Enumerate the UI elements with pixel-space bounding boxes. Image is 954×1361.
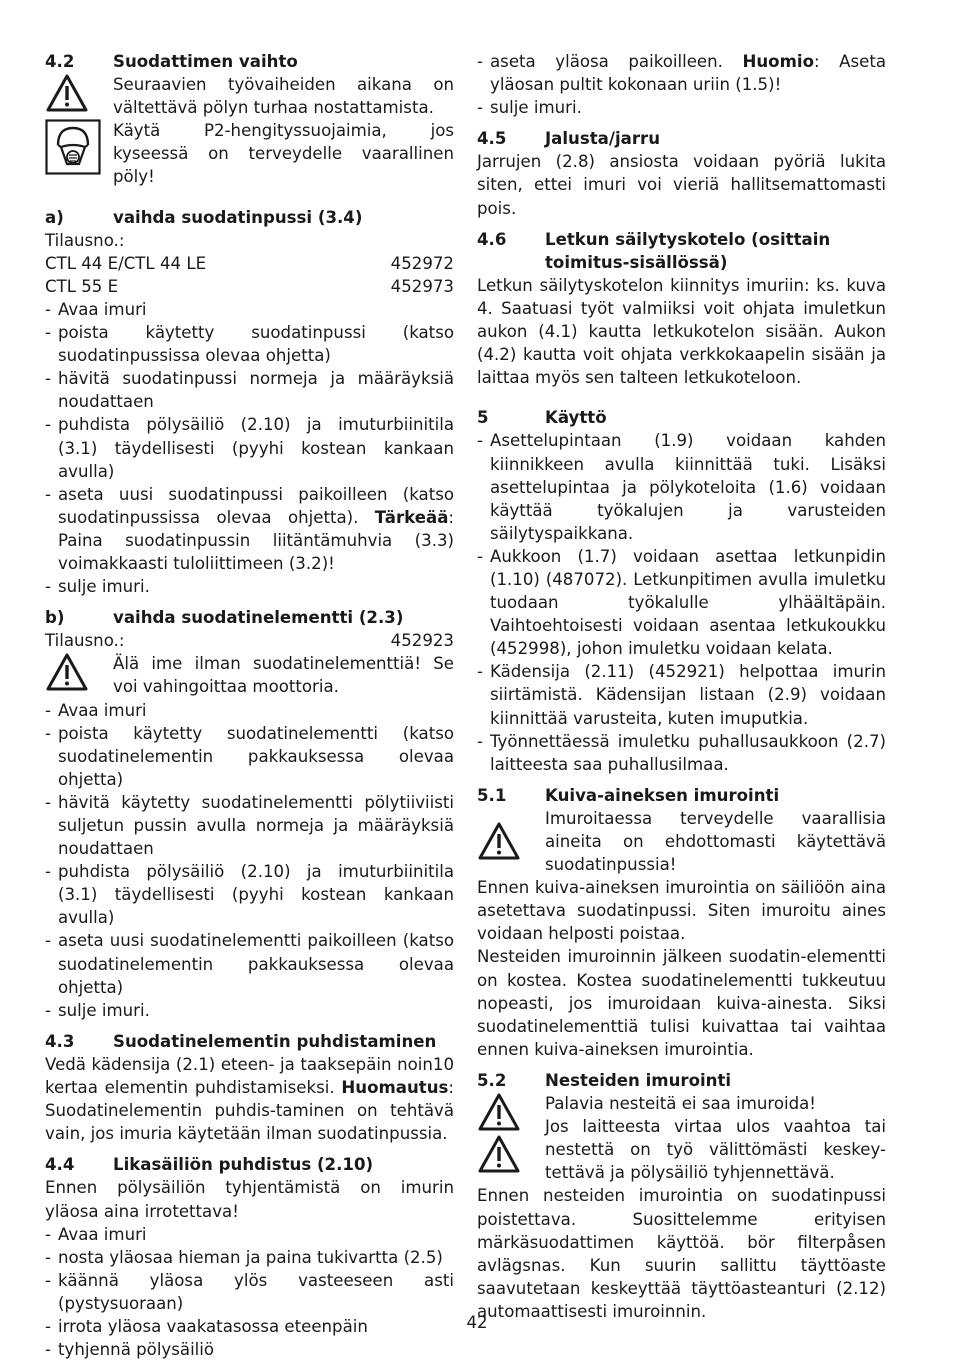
section-heading-5-2 <box>477 1069 886 1092</box>
list-item: - puhdista pölysäiliö (2.10) ja imuturbiinitila (3.1) täydellisesti (pyyhi kostean kankaan avulla) <box>45 860 454 929</box>
list-item: - tyhjennä pölysäiliö <box>45 1338 454 1361</box>
warning-triangle-icon <box>45 73 89 113</box>
list-item: - puhdista pölysäiliö (2.10) ja imuturbiinitila (3.1) täydellisesti (pyyhi kostean kankaan avulla) <box>45 413 454 482</box>
step-text: aseta yläosa paikoilleen. <box>490 52 743 71</box>
section-number: a) <box>45 207 64 227</box>
warning-text: Seuraavien työvaiheiden aikana on vältettävä pölyn turhaa nostattamista. <box>113 75 454 118</box>
paragraph: Ennen pölysäiliön tyhjentämistä on imurin yläosa aina irrotettava! <box>45 1178 454 1221</box>
section-heading-a <box>45 206 454 229</box>
paragraph: Ennen nesteiden imurointia on suodatinpussi poistettava. Suosittelemme erityisen märkäsuodattimen käyttöä. bör filterpåsen avlägsnas. Kun suurin sallittu täyttöaste saavutetaan keskeyttää täyttöasteanturi (2.12) automaattisesti imuroinnin. <box>477 1186 886 1321</box>
order-row <box>45 275 454 298</box>
respirator-text: Käytä P2-hengityssuojaimia, jos kyseessä on terveydelle vaarallinen pöly! <box>113 121 454 187</box>
order-code: 452973 <box>390 276 454 296</box>
step-list <box>45 1223 454 1361</box>
section-title: vaihda suodatinpussi (3.4) <box>113 207 363 227</box>
step-list <box>477 50 886 119</box>
list-item: - Avaa imuri <box>45 298 454 321</box>
model-name: CTL 44 E/CTL 44 LE <box>45 253 207 273</box>
step-list <box>45 699 454 1022</box>
paragraph: Ennen kuiva-aineksen imurointia on säiliöön aina asetettava suodatinpussi. Siten imuroitu aines voidaan helposti poistaa. <box>477 878 886 944</box>
list-item <box>45 483 454 575</box>
list-item: - poista käytetty suodatinpussi (katso suodatinpussissa olevaa ohjetta) <box>45 321 454 367</box>
section-heading-4-6 <box>477 228 886 274</box>
list-item: - Asettelupintaan (1.9) voidaan kahden kiinnikkeen avulla kiinnittää tuki. Lisäksi asettelupintaa ja pölykoteloita (1.6) voidaan käyttää työkalujen ja varusteiden säilytyspaikkana. <box>477 429 886 544</box>
paragraph <box>45 1053 454 1145</box>
section-title: Letkun säilytyskotelo (osittain toimitus-sisällössä) <box>545 229 831 272</box>
list-item: - aseta uusi suodatinelementti paikoilleen (katso suodatinelementin pakkauksessa olevaa ohjetta) <box>45 929 454 998</box>
list-item: - irrota yläosa vaakatasossa eteenpäin <box>45 1315 454 1338</box>
list-item: - Aukkoon (1.7) voidaan asettaa letkunpidin (1.10) (487072). Letkunpitimen avulla imuletku tuodaan työkalulle ylhäältäpäin. Vaihtoehtoisesti voidaan asentaa letkukoukku (452998), johon imuletku voidaan kelata. <box>477 545 886 660</box>
paragraph-text: Vedä kädensija (2.1) eteen- ja taaksepäin noin10 kertaa elementin puhdistamiseksi. <box>45 1054 454 1098</box>
section-number: 4.6 <box>477 229 507 249</box>
paragraph-text: : Suodatinelementin puhdis-taminen on tehtävä vain, jos imuria käytetään ilman suodatinpussia. <box>45 1078 454 1144</box>
section-number: 5.1 <box>477 785 507 805</box>
section-title: Suodattimen vaihto <box>113 52 298 71</box>
section-heading-4-5 <box>477 127 886 150</box>
section-heading-4-4 <box>45 1153 454 1176</box>
list-item: - sulje imuri. <box>45 999 454 1022</box>
list-item: - käännä yläosa ylös vasteeseen asti (pystysuoraan) <box>45 1269 454 1315</box>
warning-text: Palavia nesteitä ei saa imuroida! <box>545 1094 816 1114</box>
model-name: CTL 55 E <box>45 276 119 296</box>
warning-text: Imuroitaessa terveydelle vaarallisia aineita on ehdottomasti käytettävä suodatinpussia! <box>545 808 886 875</box>
order-code: 452972 <box>390 253 454 273</box>
respirator-mask-icon <box>45 119 101 175</box>
warning-block <box>477 807 886 876</box>
list-item: - sulje imuri. <box>477 96 886 119</box>
usage-list <box>477 429 886 775</box>
right-column <box>477 50 886 1323</box>
order-row <box>45 252 454 275</box>
list-item <box>477 50 886 96</box>
section-title: Käyttö <box>545 408 607 428</box>
list-item: - Työnnettäessä imuletku puhallusaukkoon (2.7) laitteesta saa puhallusilmaa. <box>477 730 886 776</box>
warning-block <box>45 73 454 188</box>
attention-label: Huomio <box>742 52 814 71</box>
section-heading-5-1 <box>477 784 886 807</box>
warning-triangle-icon <box>477 1092 521 1132</box>
section-number: 5 <box>477 408 489 428</box>
page-number: 42 <box>466 1313 488 1332</box>
order-label: Tilausno.: <box>45 631 125 651</box>
left-column <box>45 50 454 1361</box>
list-item: - nosta yläosaa hieman ja paina tukivartta (2.5) <box>45 1246 454 1269</box>
warning-text: Älä ime ilman suodatinelementtiä! Se voi vahingoittaa moottoria. <box>113 654 454 697</box>
list-item: - sulje imuri. <box>45 575 454 598</box>
warning-triangle-icon <box>477 1134 521 1174</box>
section-heading-4-2 <box>45 50 454 73</box>
section-title: Nesteiden imurointi <box>545 1070 732 1090</box>
section-number: 4.2 <box>45 52 75 71</box>
warning-triangle-icon <box>45 652 89 692</box>
warning-block <box>45 652 454 698</box>
section-number: 4.5 <box>477 129 507 149</box>
section-title: Jalusta/jarru <box>545 129 661 149</box>
section-number: 4.4 <box>45 1155 75 1175</box>
important-label: Tärkeää <box>374 507 449 527</box>
section-title: Likasäiliön puhdistus (2.10) <box>113 1155 374 1175</box>
step-text: aseta uusi suodatinpussi paikoilleen (katso suodatinpussissa olevaa ohjetta). <box>58 484 454 527</box>
section-title: Suodatinelementin puhdistaminen <box>113 1031 437 1051</box>
section-heading-b <box>45 606 454 629</box>
list-item: - hävitä käytetty suodatinelementti pölytiiviisti suljetun pussin avulla normeja ja määräyksiä noudattaen <box>45 791 454 860</box>
section-number: b) <box>45 608 65 628</box>
warning-block <box>477 1092 886 1184</box>
step-text: : Paina suodatinpussin liitäntämuhvia (3.3) voimakkaasti tuloliittimeen (3.2)! <box>58 507 454 573</box>
section-heading-5 <box>477 406 886 429</box>
section-number: 4.3 <box>45 1031 75 1051</box>
section-number: 5.2 <box>477 1070 507 1090</box>
order-code: 452923 <box>390 631 454 651</box>
section-heading-4-3 <box>45 1030 454 1053</box>
order-label: Tilausno.: <box>45 230 125 250</box>
list-item: - hävitä suodatinpussi normeja ja määräyksiä noudattaen <box>45 367 454 413</box>
list-item: - Avaa imuri <box>45 699 454 722</box>
note-label: Huomautus <box>341 1078 449 1098</box>
list-item: - Kädensija (2.11) (452921) helpottaa imurin siirtämistä. Kädensijan listaan (2.9) voidaan kiinnittää varusteita, kuten imuputkia. <box>477 660 886 729</box>
warning-text: Jos laitteesta virtaa ulos vaahtoa tai nestettä on työ välittömästi keskey-tettävä ja pölysäiliö tyhjennettävä. <box>545 1117 886 1183</box>
paragraph: Jarrujen (2.8) ansiosta voidaan pyöriä lukita siten, ettei imuri voi vieriä hallitsemattomasti pois. <box>477 152 886 218</box>
section-title: vaihda suodatinelementti (2.3) <box>113 608 404 628</box>
paragraph: Nesteiden imuroinnin jälkeen suodatin-elementti on kostea. Kostea suodatinelementti tukkeutuu nopeasti, jos imuroidaan kuiva-ainesta. Siksi suodatinelementtiä tulisi kuivattaa tai vaihtaa ennen kuiva-aineksen imurointia. <box>477 947 886 1059</box>
paragraph: Letkun säilytyskotelon kiinnitys imuriin: ks. kuva 4. Saatuasi työt valmiiksi voit ohjata imuletkun aukon (4.1) kautta letkukotelon sisään. Aukon (4.2) kautta voit ohjata verkkokaapelin sisään ja laittaa myös sen talteen letkukoteloon. <box>477 275 886 388</box>
step-text: : Aseta yläosan pultit kokonaan uriin (1.5)! <box>490 52 887 95</box>
section-title: Kuiva-aineksen imurointi <box>545 785 780 805</box>
order-row <box>45 629 454 652</box>
step-list <box>45 298 454 598</box>
list-item: - Avaa imuri <box>45 1223 454 1246</box>
list-item: - poista käytetty suodatinelementti (katso suodatinelementin pakkauksessa olevaa ohjetta) <box>45 722 454 791</box>
warning-triangle-icon <box>477 821 521 861</box>
